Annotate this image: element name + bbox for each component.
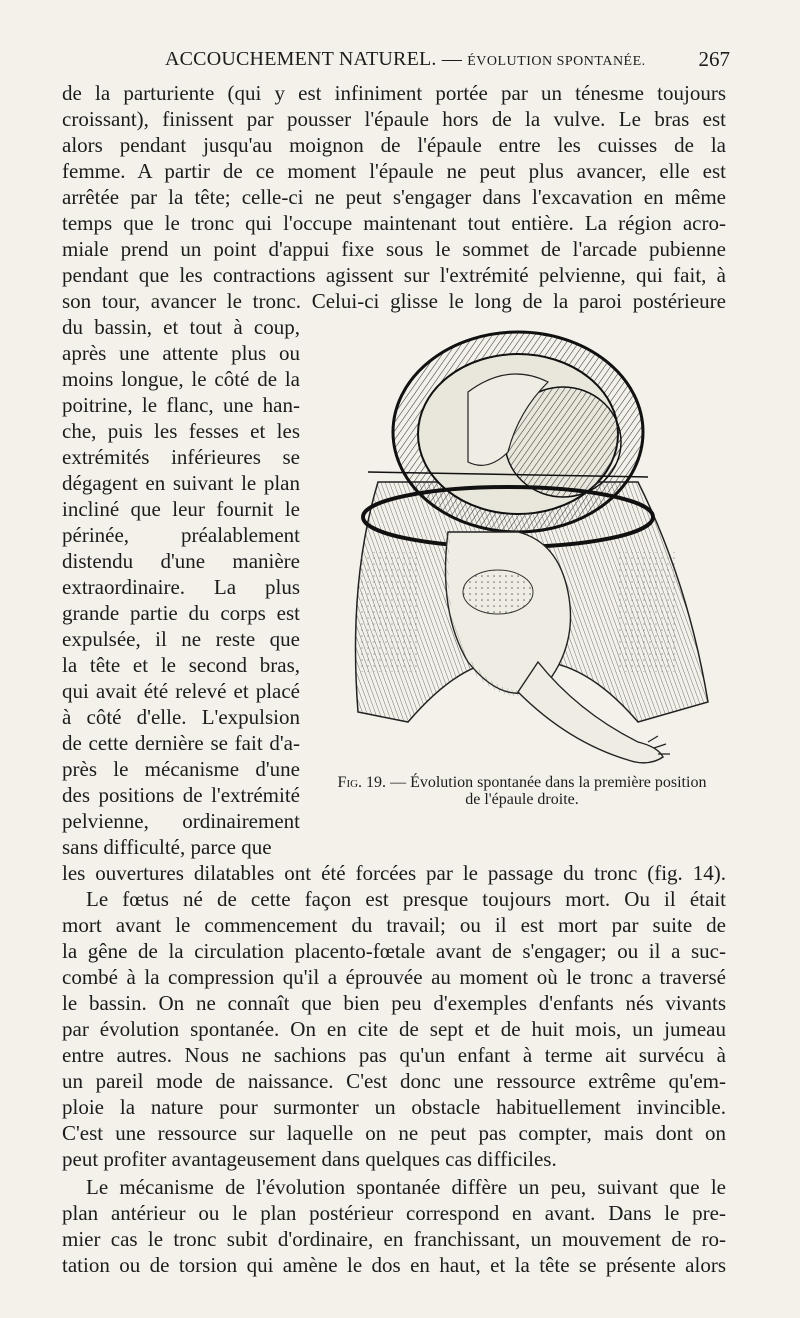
text-line: les ouvertures dilatables ont été forcées par le passage du tronc (fig. 14). (62, 861, 726, 885)
text-line: peut profiter avantageusement dans quelques cas difficiles. (62, 1147, 557, 1171)
text-line: de cette dernière se fait d'a- (62, 731, 300, 755)
text-line: pendant que les contractions agissent sur l'extrémité pelvienne, qui fait, à (62, 263, 726, 287)
paragraph-first-line: Le fœtus né de cette façon est presque toujours mort. Ou il était (86, 887, 726, 911)
text-line: tation ou de torsion qui amène le dos en haut, et la tête se présente alors (62, 1253, 726, 1277)
paragraph-first-line: Le mécanisme de l'évolution spontanée diffère un peu, suivant que le (86, 1175, 726, 1199)
text-line: poitrine, le flanc, une han- (62, 393, 300, 417)
text-line: à côté d'elle. L'expulsion (62, 705, 300, 729)
text-line: sans difficulté, parce que (62, 835, 272, 859)
text-line: distendu d'une manière (62, 549, 300, 573)
text-line: après une attente plus ou (62, 341, 300, 365)
page-number: 267 (698, 47, 730, 71)
text-line: périnée, préalablement (62, 523, 300, 547)
text-line: expulsée, il ne reste que (62, 627, 300, 651)
text-line: la tête et le second bras, (62, 653, 300, 677)
caption-line-1 (312, 774, 732, 791)
text-line: des positions de l'extrémité (62, 783, 300, 807)
section-title: ÉVOLUTION SPONTANÉE. (467, 54, 646, 69)
text-line: pelvienne, ordinairement (62, 809, 300, 833)
engraving-illustration (318, 322, 718, 772)
caption-line-2: de l'épaule droite. (465, 791, 579, 808)
text-line: près le mécanisme d'une (62, 757, 300, 781)
text-line: temps que le tronc qui l'occupe maintenant tout entière. La région acro- (62, 211, 726, 235)
title-dash: — (441, 48, 463, 70)
text-line: moins longue, le côté de la (62, 367, 300, 391)
caption-text: — Évolution spontanée dans la première position (390, 774, 707, 791)
text-line: du bassin, et tout à coup, (62, 315, 300, 339)
engraving-figure (318, 322, 718, 772)
figure-label: Fig. 19. (337, 774, 387, 791)
text-line: extrémités inférieures se (62, 445, 300, 469)
text-line: dégagent en suivant le plan (62, 471, 300, 495)
text-line: extraordinaire. La plus (62, 575, 300, 599)
text-line: le bassin. On ne connaît que bien peu d'exemples d'enfants nés vivants (62, 991, 726, 1015)
text-line: la gêne de la circulation placento-fœtale avant de s'engager; ou il a suc- (62, 939, 726, 963)
text-line: ploie la nature pour surmonter un obstacle habituellement invincible. (62, 1095, 726, 1119)
text-line: incliné que leur fournit le (62, 497, 300, 521)
text-line: entre autres. Nous ne sachions pas qu'un enfant à terme ait survécu à (62, 1043, 726, 1067)
text-line: un pareil mode de naissance. C'est donc une ressource extrême qu'em- (62, 1069, 726, 1093)
text-line: croissant), finissent par pousser l'épaule hors de la vulve. Le bras est (62, 107, 726, 131)
text-line: C'est une ressource sur laquelle on ne peut pas compter, mais dont on (62, 1121, 726, 1145)
text-line: par évolution spontanée. On en cite de sept et de huit mois, un jumeau (62, 1017, 726, 1041)
figure-caption (312, 774, 732, 808)
text-line: grande partie du corps est (62, 601, 300, 625)
text-line: plan antérieur ou le plan postérieur correspond en avant. Dans le pre- (62, 1201, 726, 1225)
text-line: miale prend un point d'appui fixe sous le sommet de l'arcade pubienne (62, 237, 726, 261)
text-line: femme. A partir de ce moment l'épaule ne peut plus avancer, elle est (62, 159, 726, 183)
text-line: mier cas le tronc subit d'ordinaire, en franchissant, un mouvement de ro- (62, 1227, 726, 1251)
text-line: son tour, avancer le tronc. Celui-ci glisse le long de la paroi postérieure (62, 289, 726, 313)
text-line: che, puis les fesses et les (62, 419, 300, 443)
text-line: mort avant le commencement du travail; ou il est mort par suite de (62, 913, 726, 937)
text-line: de la parturiente (qui y est infiniment portée par un ténesme toujours (62, 81, 726, 105)
text-line: arrêtée par la tête; celle-ci ne peut s'engager dans l'excavation en même (62, 185, 726, 209)
chapter-title: ACCOUCHEMENT NATUREL. (165, 48, 437, 70)
running-head (62, 44, 730, 74)
text-line: alors pendant jusqu'au moignon de l'épaule entre les cuisses de la (62, 133, 726, 157)
text-line: combé à la compression qu'il a éprouvée au moment où le tronc a traversé (62, 965, 726, 989)
running-head-title (165, 44, 646, 77)
text-line: qui avait été relevé et placé (62, 679, 300, 703)
